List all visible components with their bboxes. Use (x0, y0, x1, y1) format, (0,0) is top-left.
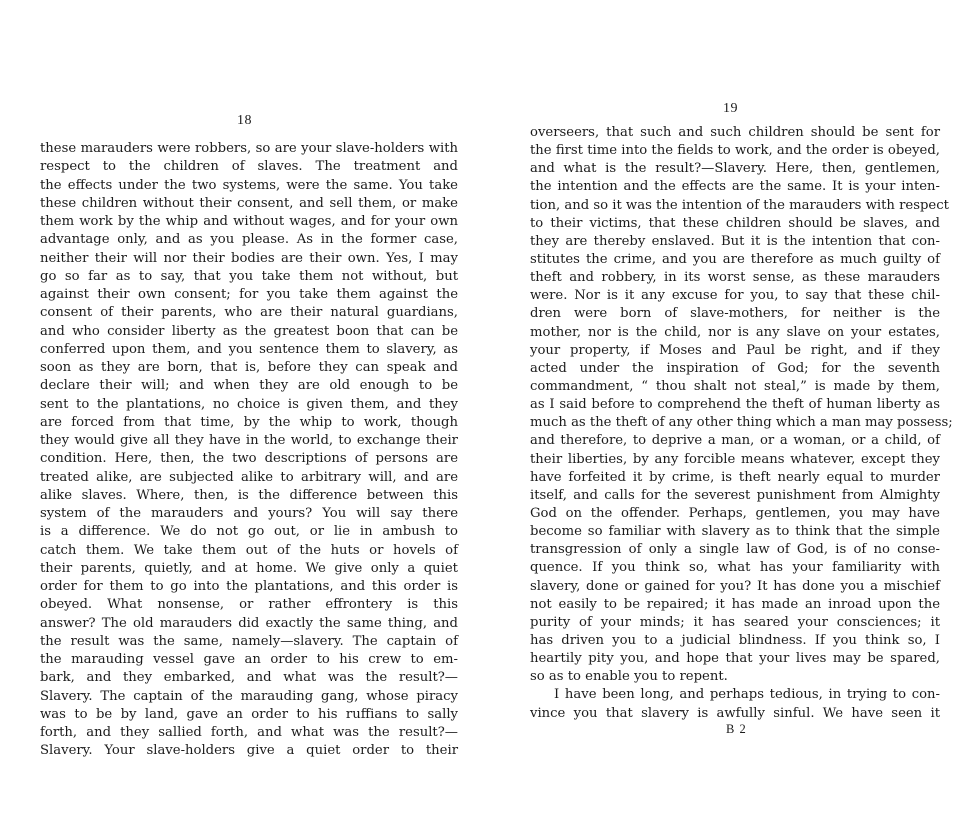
text-line: the first time into the fields to work, and the order is obeyed, (530, 143, 940, 159)
text-line: advantage only, and as you please. As in the former case, (40, 232, 458, 248)
left-page (40, 0, 458, 837)
text-line: transgression of only a single law of God, is of no conse- (530, 542, 940, 558)
text-line: and who consider liberty as the greatest boon that can be (40, 323, 458, 339)
text-line: slavery, done or gained for you? It has done you a mischief (530, 578, 940, 594)
page-number: 18 (237, 113, 252, 128)
text-line: was to be by land, gave an order to his ruffians to sally (40, 706, 458, 722)
text-line: the effects under the two systems, were the same. You take (40, 177, 458, 193)
text-line: commandment, “ thou shalt not steal,” is made by them, (530, 378, 940, 394)
text-line: Slavery. Your slave-holders give a quiet order to their (40, 743, 458, 759)
text-line: they would give all they have in the world, to exchange their (40, 433, 458, 448)
right-page (530, 0, 953, 837)
text-line: against their own consent; for you take them against the (40, 287, 458, 302)
text-line: overseers, that such and such children should be sent for (530, 125, 940, 140)
text-line: were. Nor is it any excuse for you, to say that these chil- (530, 288, 940, 304)
text-line: treated alike, are subjected alike to arbitrary will, and are (40, 469, 458, 485)
text-line: mother, nor is the child, nor is any slave on your estates, (530, 324, 940, 340)
page-number: 19 (723, 101, 738, 116)
text-line: vince you that slavery is awfully sinful. We have seen it (530, 705, 940, 721)
text-line: dren were born of slave-mothers, for neither is the (530, 306, 940, 322)
text-line: quence. If you think so, what has your familiarity with (530, 560, 940, 576)
text-line: answer? The old marauders did exactly the same thing, and (40, 615, 458, 631)
text-line: stitutes the crime, and you are therefore as much guilty of (530, 251, 940, 267)
text-line: and therefore, to deprive a man, or a woman, or a child, of (530, 433, 940, 449)
text-line: the result was the same, namely—slavery. The captain of (40, 633, 458, 649)
text-line: and what is the result?—Slavery. Here, then, gentlemen, (530, 161, 940, 177)
text-line: forth, and they sallied forth, and what was the result?— (40, 725, 458, 740)
page-text (530, 124, 953, 723)
text-line: their parents, quietly, and at home. We give only a quiet (40, 560, 458, 576)
text-line: system of the marauders and yours? You will say there (40, 506, 458, 521)
text-line: order for them to go into the plantations, and this order is (40, 579, 458, 594)
text-line: so as to enable you to repent. (530, 669, 728, 685)
text-line: I have been long, and perhaps tedious, in trying to con- (554, 687, 940, 703)
text-line: the marauding vessel gave an order to his crew to em- (40, 652, 458, 667)
text-line: to their victims, that these children should be slaves, and (530, 215, 940, 231)
text-line: obeyed. What nonsense, or rather effrontery is this (40, 597, 458, 613)
text-line: theft and robbery, in its worst sense, as these marauders (530, 270, 940, 286)
text-line: catch them. We take them out of the huts or hovels of (40, 542, 458, 558)
text-line: their liberties, by any forcible means whatever, except they (530, 451, 940, 467)
text-line: much as the theft of any other thing which a man may possess; (530, 415, 953, 431)
text-line: tion, and so it was the intention of the marauders with respect (530, 197, 949, 213)
text-line: Slavery. The captain of the marauding gang, whose piracy (40, 688, 458, 704)
text-line: acted under the inspiration of God; for the seventh (530, 360, 940, 376)
page-text (40, 140, 458, 761)
text-line: become so familiar with slavery as to think that the simple (530, 524, 940, 540)
text-line: neither their will nor their bodies are their own. Yes, I may (40, 250, 458, 266)
text-line: the intention and the effects are the same. It is your inten- (530, 179, 940, 195)
text-line: have forfeited it by crime, is theft nearly equal to murder (530, 469, 940, 485)
text-line: condition. Here, then, the two descriptions of persons are (40, 451, 458, 467)
text-line: conferred upon them, and you sentence them to slavery, as (40, 341, 458, 357)
text-line: declare their will; and when they are old enough to be (40, 378, 458, 394)
signature-mark: B 2 (726, 722, 747, 736)
text-line: has driven you to a judicial blindness. If you think so, I (530, 632, 940, 648)
text-line: purity of your minds; it has seared your consciences; it (530, 614, 940, 630)
text-line: bark, and they embarked, and what was the result?— (40, 670, 458, 686)
text-line: go so far as to say, that you take them not without, but (40, 268, 458, 284)
text-line: sent to the plantations, no choice is given them, and they (40, 396, 458, 412)
text-line: is a difference. We do not go out, or lie in ambush to (40, 524, 458, 540)
text-line: soon as they are born, that is, before they can speak and (40, 360, 458, 375)
text-line: these children without their consent, and sell them, or make (40, 195, 458, 211)
text-line: itself, and calls for the severest punishment from Almighty (530, 487, 940, 503)
text-line: respect to the children of slaves. The treatment and (40, 159, 458, 175)
text-line: are forced from that time, by the whip to work, though (40, 414, 458, 430)
text-line: these marauders were robbers, so are your slave-holders with (40, 141, 458, 156)
text-line: heartily pity you, and hope that your lives may be spared, (530, 651, 940, 667)
text-line: alike slaves. Where, then, is the difference between this (40, 487, 458, 503)
text-line: they are thereby enslaved. But it is the intention that con- (530, 233, 940, 249)
text-line: God on the offender. Perhaps, gentlemen, you may have (530, 505, 940, 521)
text-line: as I said before to comprehend the theft of human liberty as (530, 397, 940, 413)
text-line: them work by the whip and without wages, and for your own (40, 214, 458, 229)
text-line: not easily to be repaired; it has made an inroad upon the (530, 596, 940, 612)
text-line: your property, if Moses and Paul be right, and if they (530, 342, 940, 358)
text-line: consent of their parents, who are their natural guardians, (40, 305, 458, 321)
